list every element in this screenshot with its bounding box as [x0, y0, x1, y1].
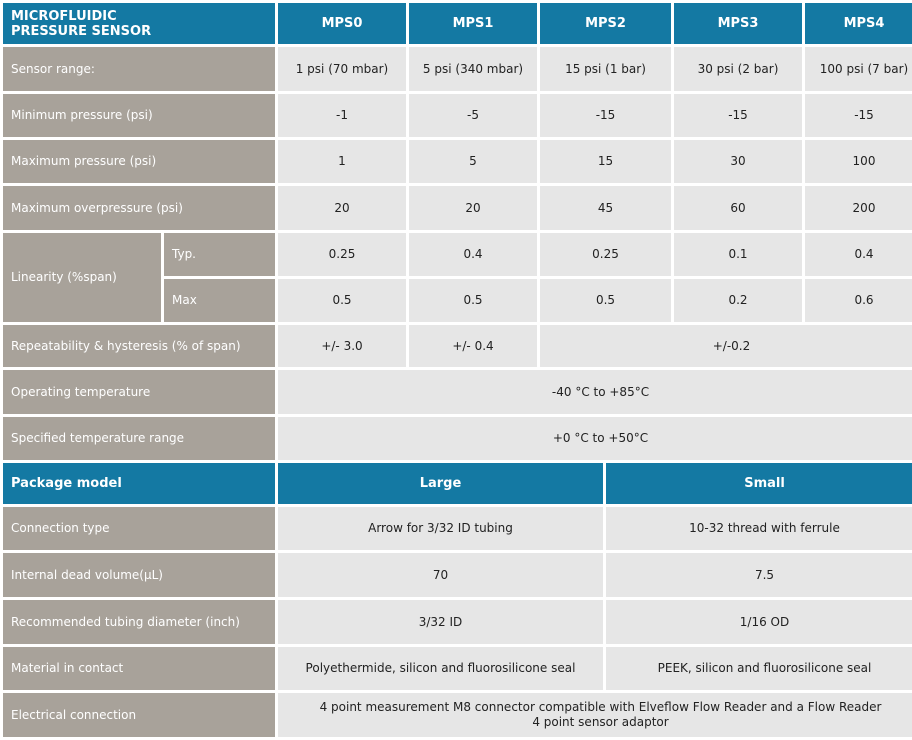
sub-label: Max: [164, 279, 275, 322]
package-header-row: [3, 463, 912, 504]
row-label: Maximum pressure (psi): [3, 140, 275, 183]
cell-value: -1: [278, 94, 406, 137]
row-label: Specified temperature range: [3, 417, 275, 460]
cell-value: 1/16 OD: [606, 600, 912, 644]
model-header-mps2: MPS2: [540, 3, 671, 44]
cell-value: 20: [278, 186, 406, 230]
cell-value: 0.6: [805, 279, 912, 322]
package-small-header: Small: [606, 463, 912, 504]
cell-value: 200: [805, 186, 912, 230]
cell-value: 0.1: [674, 233, 802, 276]
cell-value: 30 psi (2 bar): [674, 47, 802, 91]
row-label: Sensor range:: [3, 47, 275, 91]
table-title: MICROFLUIDIC PRESSURE SENSOR: [3, 3, 275, 44]
cell-value: 100 psi (7 bar): [805, 47, 912, 91]
row-label: Maximum overpressure (psi): [3, 186, 275, 230]
cell-value: -15: [540, 94, 671, 137]
cell-value: 45: [540, 186, 671, 230]
repeatability-row: [3, 325, 912, 367]
cell-value: 0.4: [409, 233, 537, 276]
model-header-mps0: MPS0: [278, 3, 406, 44]
row-label: Minimum pressure (psi): [3, 94, 275, 137]
cell-value: 0.5: [540, 279, 671, 322]
max-pressure-row: [3, 140, 912, 183]
cell-value: 0.5: [278, 279, 406, 322]
package-model-label: Package model: [3, 463, 275, 504]
cell-value: +/-0.2: [540, 325, 912, 367]
electrical-line-2: 4 point sensor adaptor: [532, 715, 669, 729]
cell-value: PEEK, silicon and fluorosilicone seal: [606, 647, 912, 690]
cell-value: 100: [805, 140, 912, 183]
cell-value: 7.5: [606, 553, 912, 597]
cell-value: Polyethermide, silicon and fluorosilicone seal: [278, 647, 603, 690]
max-overpressure-row: [3, 186, 912, 230]
cell-value: Arrow for 3/32 ID tubing: [278, 507, 603, 550]
cell-value: +0 °C to +50°C: [278, 417, 912, 460]
cell-value: 1: [278, 140, 406, 183]
cell-value: -15: [805, 94, 912, 137]
cell-value: 0.25: [278, 233, 406, 276]
cell-value: 15 psi (1 bar): [540, 47, 671, 91]
material-row: [3, 647, 912, 690]
row-label: Linearity (%span): [3, 233, 161, 322]
header-row: [3, 3, 912, 44]
sensor-range-row: [3, 47, 912, 91]
row-label: Material in contact: [3, 647, 275, 690]
cell-value: 0.2: [674, 279, 802, 322]
sub-label: Typ.: [164, 233, 275, 276]
row-label: Connection type: [3, 507, 275, 550]
dead-volume-row: [3, 553, 912, 597]
cell-value: 1 psi (70 mbar): [278, 47, 406, 91]
linearity-typ-row: [3, 233, 912, 276]
electrical-line-1: 4 point measurement M8 connector compatible with Elveflow Flow Reader and a Flow Reader: [319, 700, 882, 714]
cell-value: -15: [674, 94, 802, 137]
operating-temp-row: [3, 370, 912, 414]
row-label: Operating temperature: [3, 370, 275, 414]
cell-value: 10-32 thread with ferrule: [606, 507, 912, 550]
model-header-mps1: MPS1: [409, 3, 537, 44]
connection-type-row: [3, 507, 912, 550]
row-label: Electrical connection: [3, 693, 275, 737]
cell-value: 70: [278, 553, 603, 597]
cell-value: 5 psi (340 mbar): [409, 47, 537, 91]
electrical-value: [278, 693, 912, 737]
row-label: Recommended tubing diameter (inch): [3, 600, 275, 644]
cell-value: -5: [409, 94, 537, 137]
cell-value: +/- 0.4: [409, 325, 537, 367]
model-header-mps4: MPS4: [805, 3, 912, 44]
cell-value: 60: [674, 186, 802, 230]
cell-value: 0.4: [805, 233, 912, 276]
cell-value: 5: [409, 140, 537, 183]
cell-value: 3/32 ID: [278, 600, 603, 644]
cell-value: 0.25: [540, 233, 671, 276]
cell-value: 0.5: [409, 279, 537, 322]
row-label: Repeatability & hysteresis (% of span): [3, 325, 275, 367]
cell-value: -40 °C to +85°C: [278, 370, 912, 414]
min-pressure-row: [3, 94, 912, 137]
electrical-row: [3, 693, 912, 737]
specified-temp-row: [3, 417, 912, 460]
tubing-diameter-row: [3, 600, 912, 644]
cell-value: 30: [674, 140, 802, 183]
model-header-mps3: MPS3: [674, 3, 802, 44]
row-label: Internal dead volume(µL): [3, 553, 275, 597]
package-large-header: Large: [278, 463, 603, 504]
cell-value: 15: [540, 140, 671, 183]
cell-value: 20: [409, 186, 537, 230]
cell-value: +/- 3.0: [278, 325, 406, 367]
